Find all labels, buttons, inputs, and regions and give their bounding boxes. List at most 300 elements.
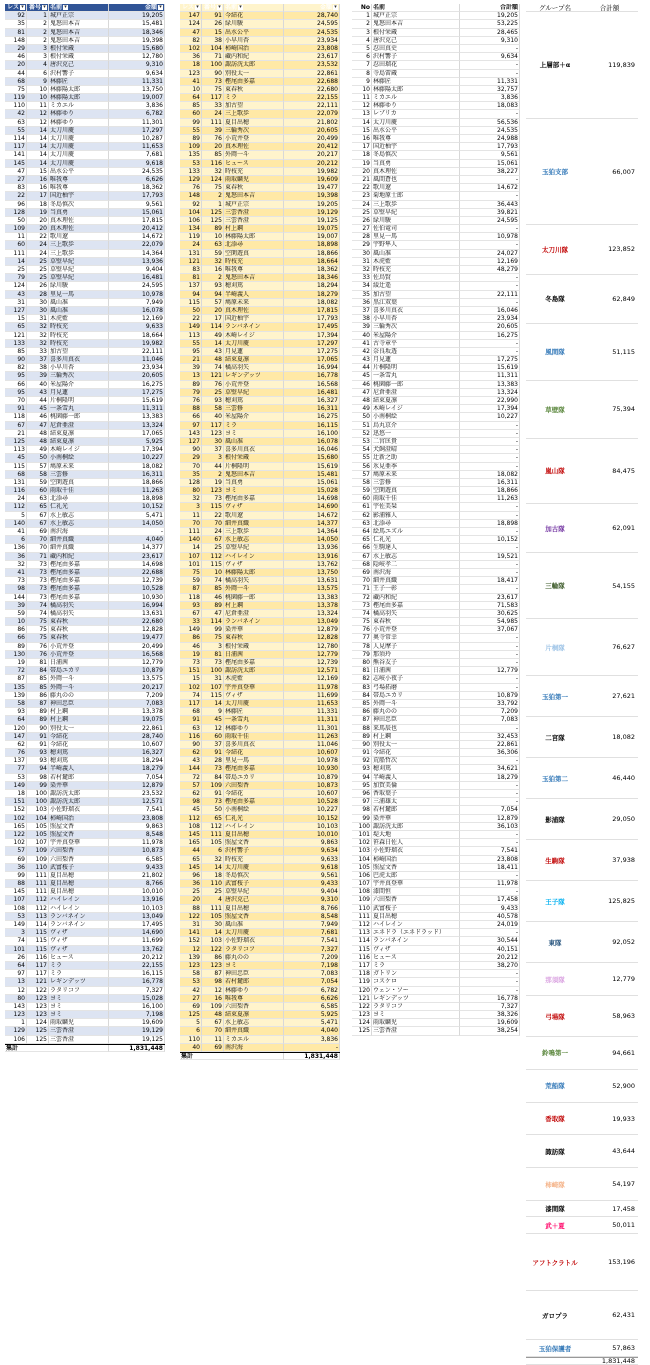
table-cell[interactable]: 11 xyxy=(180,512,202,520)
table-cell[interactable]: 51 xyxy=(352,422,372,430)
table-cell[interactable]: 57 xyxy=(180,782,202,790)
table-cell[interactable]: 加賀美倫 xyxy=(372,782,460,790)
table-cell[interactable]: 時枝充 xyxy=(224,856,284,864)
table-cell[interactable]: 16 xyxy=(352,135,372,143)
table-cell[interactable]: 149 xyxy=(180,626,202,634)
table-cell[interactable]: 水上敏志 xyxy=(224,1019,284,1027)
table-cell[interactable]: 91 xyxy=(5,405,27,413)
group-name[interactable]: 太刀川隊 xyxy=(542,245,568,254)
table-cell[interactable]: 20 xyxy=(27,217,49,225)
table-cell[interactable]: 20,605 xyxy=(460,323,520,331)
table-cell[interactable]: 18,346 xyxy=(284,274,340,282)
table-cell[interactable]: 75 xyxy=(202,184,224,192)
table-cell[interactable]: 88 xyxy=(180,405,202,413)
table-cell[interactable]: 106 xyxy=(180,217,202,225)
table-cell[interactable]: 太刀川慶 xyxy=(224,864,284,872)
table-cell[interactable]: 水上敏志 xyxy=(372,553,460,561)
table-cell[interactable]: 3,836 xyxy=(460,94,520,102)
column-header[interactable]: レス ▾ xyxy=(180,4,202,12)
group-name[interactable]: 二宮隊 xyxy=(545,733,565,742)
table-cell[interactable]: 橘高羽矢 xyxy=(49,602,109,610)
table-cell[interactable]: 柿崎国治 xyxy=(224,45,284,53)
table-cell[interactable]: 国近柚宇 xyxy=(49,192,109,200)
table-cell[interactable]: 巴虎太郎 xyxy=(372,872,460,880)
table-cell[interactable]: 空閑遊真 xyxy=(49,479,109,487)
table-cell[interactable]: 114 xyxy=(202,323,224,331)
table-cell[interactable]: 香取葉子 xyxy=(372,790,460,798)
table-cell[interactable]: 12 xyxy=(352,102,372,110)
table-cell[interactable]: ミカエル xyxy=(49,102,109,110)
table-cell[interactable]: 143 xyxy=(5,1003,27,1011)
table-cell[interactable]: 17 xyxy=(352,143,372,151)
filter-dropdown-icon[interactable]: ▾ xyxy=(239,4,242,10)
table-cell[interactable]: 24,595 xyxy=(109,282,165,290)
table-cell[interactable]: 32 xyxy=(5,561,27,569)
table-cell[interactable]: 69 xyxy=(180,1003,202,1011)
table-cell[interactable]: 98 xyxy=(202,978,224,986)
table-cell[interactable]: 98 xyxy=(352,806,372,814)
group-total[interactable]: 58,963 xyxy=(612,1012,635,1021)
table-cell[interactable]: 30 xyxy=(27,299,49,307)
table-cell[interactable]: 60 xyxy=(27,487,49,495)
table-cell[interactable]: 19,477 xyxy=(284,184,340,192)
table-cell[interactable]: 11,699 xyxy=(109,937,165,945)
table-cell[interactable]: 41 xyxy=(5,528,27,536)
group-name[interactable]: 三輪隊 xyxy=(545,582,565,591)
table-cell[interactable]: 19,129 xyxy=(284,209,340,217)
table-cell[interactable]: 林藤匠 xyxy=(224,708,284,716)
table-cell[interactable]: 6 xyxy=(27,70,49,78)
table-cell[interactable]: - xyxy=(109,528,165,536)
table-cell[interactable]: 109 xyxy=(202,1003,224,1011)
table-cell[interactable]: 124 xyxy=(352,1019,372,1027)
table-cell[interactable]: 太刀川慶 xyxy=(49,160,109,168)
table-cell[interactable]: 喜多川真衣 xyxy=(49,356,109,364)
table-cell[interactable]: 69 xyxy=(352,569,372,577)
table-cell[interactable]: 136 xyxy=(5,544,27,552)
table-cell[interactable]: 120 xyxy=(5,725,27,733)
table-cell[interactable]: 50 xyxy=(202,806,224,814)
table-cell[interactable]: 忍田瑠花 xyxy=(372,61,460,69)
table-cell[interactable]: 10,227 xyxy=(109,454,165,462)
table-cell[interactable]: 染井華 xyxy=(49,782,109,790)
table-cell[interactable]: 6,626 xyxy=(284,995,340,1003)
table-cell[interactable]: 22,111 xyxy=(460,291,520,299)
table-cell[interactable]: 115 xyxy=(27,946,49,954)
table-cell[interactable]: 小荒井登 xyxy=(49,651,109,659)
table-cell[interactable]: 緑川駿 xyxy=(372,217,460,225)
table-cell[interactable]: 16,327 xyxy=(284,397,340,405)
table-cell[interactable]: 85 xyxy=(352,700,372,708)
table-cell[interactable]: レギンデッツ xyxy=(49,978,109,986)
table-cell[interactable]: 寺島雷蔵 xyxy=(372,70,460,78)
table-cell[interactable]: 83 xyxy=(180,266,202,274)
table-cell[interactable]: 鬼怒田本吉 xyxy=(224,274,284,282)
table-cell[interactable]: ヨミ xyxy=(224,430,284,438)
table-cell[interactable]: 14,050 xyxy=(284,536,340,544)
table-cell[interactable]: 雨取千佳 xyxy=(49,487,109,495)
table-cell[interactable]: 93 xyxy=(27,757,49,765)
table-cell[interactable]: 37 xyxy=(202,741,224,749)
table-cell[interactable]: 121 xyxy=(27,978,49,986)
table-cell[interactable]: 100 xyxy=(202,61,224,69)
table-cell[interactable]: 鬼怒田本吉 xyxy=(224,471,284,479)
table-cell[interactable]: 13,324 xyxy=(284,610,340,618)
table-cell[interactable]: 114 xyxy=(27,921,49,929)
group-total[interactable]: 123,852 xyxy=(608,245,635,254)
table-cell[interactable]: 柿崎国治 xyxy=(372,856,460,864)
table-cell[interactable]: レギンデッツ xyxy=(224,372,284,380)
table-cell[interactable]: 5 xyxy=(180,1019,202,1027)
table-cell[interactable]: 9 xyxy=(352,78,372,86)
table-cell[interactable]: 今結花 xyxy=(224,12,284,20)
table-cell[interactable]: 19 xyxy=(352,160,372,168)
table-cell[interactable]: 22 xyxy=(352,184,372,192)
table-cell[interactable]: 古寺章平 xyxy=(372,340,460,348)
table-cell[interactable]: 9 xyxy=(202,708,224,716)
table-cell[interactable]: 140 xyxy=(180,536,202,544)
table-cell[interactable]: 32 xyxy=(202,258,224,266)
table-cell[interactable]: 穂刈篤 xyxy=(224,282,284,290)
table-cell[interactable]: 34 xyxy=(352,282,372,290)
table-cell[interactable]: 鳩原未来 xyxy=(224,299,284,307)
table-cell[interactable]: 16,100 xyxy=(109,1003,165,1011)
table-cell[interactable]: 94 xyxy=(202,291,224,299)
table-cell[interactable]: 57 xyxy=(202,299,224,307)
table-cell[interactable]: 7,209 xyxy=(460,708,520,716)
table-cell[interactable]: 99 xyxy=(5,872,27,880)
table-cell[interactable]: - xyxy=(460,643,520,651)
table-cell[interactable]: 三上歌歩 xyxy=(49,250,109,258)
table-cell[interactable]: 8,766 xyxy=(109,880,165,888)
table-cell[interactable]: 太刀川慶 xyxy=(372,119,460,127)
table-cell[interactable]: 109 xyxy=(5,225,27,233)
table-cell[interactable]: 忍田真史 xyxy=(372,45,460,53)
table-cell[interactable]: 22,111 xyxy=(284,102,340,110)
table-cell[interactable]: 9,310 xyxy=(109,61,165,69)
table-cell[interactable]: 18,294 xyxy=(284,282,340,290)
table-cell[interactable]: 29 xyxy=(180,454,202,462)
table-cell[interactable]: 29 xyxy=(352,241,372,249)
table-cell[interactable]: 64 xyxy=(5,962,27,970)
table-cell[interactable]: 林藤陽太郎 xyxy=(372,86,460,94)
table-cell[interactable]: 藤丸のの xyxy=(224,954,284,962)
table-cell[interactable]: 17,275 xyxy=(109,389,165,397)
table-cell[interactable]: 月見蓮 xyxy=(372,356,460,364)
table-cell[interactable]: 17 xyxy=(27,192,49,200)
table-cell[interactable]: 25 xyxy=(202,544,224,552)
table-cell[interactable]: 20 xyxy=(27,225,49,233)
table-cell[interactable]: - xyxy=(460,299,520,307)
table-cell[interactable]: 74 xyxy=(180,692,202,700)
table-cell[interactable]: 24 xyxy=(202,110,224,118)
table-cell[interactable]: 94 xyxy=(27,765,49,773)
table-cell[interactable]: 105 xyxy=(202,839,224,847)
table-cell[interactable]: 20,212 xyxy=(460,954,520,962)
table-cell[interactable]: 85 xyxy=(27,675,49,683)
table-cell[interactable]: 73 xyxy=(27,594,49,602)
table-cell[interactable]: 11,331 xyxy=(460,78,520,86)
table-cell[interactable]: 一条雪丸 xyxy=(49,405,109,413)
table-cell[interactable]: - xyxy=(460,110,520,118)
table-cell[interactable]: 雨取麟児 xyxy=(49,1019,109,1027)
table-cell[interactable]: 7,327 xyxy=(284,946,340,954)
table-cell[interactable]: 141 xyxy=(180,929,202,937)
table-cell[interactable]: 13,916 xyxy=(284,553,340,561)
table-cell[interactable]: 95 xyxy=(5,389,27,397)
table-cell[interactable]: 12,571 xyxy=(109,798,165,806)
table-cell[interactable]: 17,815 xyxy=(284,307,340,315)
table-cell[interactable]: 73 xyxy=(202,78,224,86)
table-cell[interactable]: 125 xyxy=(202,217,224,225)
table-cell[interactable]: 117 xyxy=(27,970,49,978)
table-cell[interactable]: 115 xyxy=(180,299,202,307)
table-cell[interactable]: 14,698 xyxy=(284,495,340,503)
table-cell[interactable]: 18,346 xyxy=(109,29,165,37)
table-cell[interactable]: 奥寺常幸 xyxy=(372,634,460,642)
table-cell[interactable]: 112 xyxy=(27,905,49,913)
table-cell[interactable]: 59 xyxy=(202,250,224,258)
table-cell[interactable]: 118 xyxy=(5,413,27,421)
table-cell[interactable]: 18 xyxy=(27,201,49,209)
table-cell[interactable]: 53,225 xyxy=(460,20,520,28)
group-total[interactable]: 51,115 xyxy=(612,347,635,356)
table-cell[interactable]: - xyxy=(460,839,520,847)
table-cell[interactable]: 11,263 xyxy=(284,733,340,741)
table-cell[interactable]: 小佐野瑠衣 xyxy=(224,937,284,945)
table-cell[interactable]: 真木理佐 xyxy=(224,143,284,151)
table-cell[interactable]: 125 xyxy=(5,438,27,446)
table-cell[interactable]: 41 xyxy=(5,569,27,577)
table-cell[interactable]: 林藤陽太郎 xyxy=(49,94,109,102)
table-cell[interactable]: 南沢海 xyxy=(372,569,460,577)
table-cell[interactable]: 林藤ゆり xyxy=(224,725,284,733)
table-cell[interactable]: 10 xyxy=(180,86,202,94)
table-cell[interactable]: 47 xyxy=(180,29,202,37)
table-cell[interactable]: 124 xyxy=(180,20,202,28)
table-cell[interactable]: 14 xyxy=(202,864,224,872)
table-cell[interactable]: 129 xyxy=(180,176,202,184)
table-cell[interactable]: 32,757 xyxy=(460,86,520,94)
table-cell[interactable]: 8 xyxy=(352,70,372,78)
table-cell[interactable]: 今結花 xyxy=(49,733,109,741)
table-cell[interactable]: 16,046 xyxy=(460,307,520,315)
table-cell[interactable]: 91 xyxy=(202,749,224,757)
table-cell[interactable]: 25 xyxy=(5,266,27,274)
table-cell[interactable]: 2 xyxy=(27,29,49,37)
table-cell[interactable]: 39 xyxy=(5,602,27,610)
table-cell[interactable]: 9,310 xyxy=(460,37,520,45)
table-cell[interactable]: 樫尾由多嘉 xyxy=(49,585,109,593)
table-cell[interactable]: 111 xyxy=(202,119,224,127)
table-cell[interactable]: 117 xyxy=(352,962,372,970)
table-cell[interactable]: 32 xyxy=(202,168,224,176)
group-name[interactable]: 玉狛第二 xyxy=(542,774,568,783)
group-total[interactable]: 52,900 xyxy=(612,1081,635,1090)
table-cell[interactable]: 3 xyxy=(202,643,224,651)
table-cell[interactable]: 119 xyxy=(5,94,27,102)
table-cell[interactable]: 15,028 xyxy=(109,995,165,1003)
table-cell[interactable]: 16,115 xyxy=(284,422,340,430)
group-name[interactable]: 鈴鳴第一 xyxy=(542,1049,568,1058)
table-cell[interactable]: 87 xyxy=(27,700,49,708)
table-cell[interactable]: 隠岐孝二 xyxy=(372,561,460,569)
table-cell[interactable]: 71,583 xyxy=(460,602,520,610)
table-cell[interactable]: 101 xyxy=(5,946,27,954)
table-cell[interactable]: 木崎レイジ xyxy=(224,332,284,340)
table-cell[interactable]: 9,310 xyxy=(284,896,340,904)
table-cell[interactable]: 9,561 xyxy=(284,872,340,880)
table-cell[interactable]: 116 xyxy=(202,160,224,168)
table-cell[interactable]: 真木理佐 xyxy=(49,217,109,225)
table-cell[interactable]: 33 xyxy=(180,618,202,626)
table-cell[interactable]: - xyxy=(460,61,520,69)
table-cell[interactable]: 17,495 xyxy=(109,921,165,929)
table-cell[interactable]: 16 xyxy=(27,184,49,192)
table-cell[interactable]: 67 xyxy=(202,536,224,544)
table-cell[interactable]: 那須玲 xyxy=(372,651,460,659)
group-total[interactable]: 75,394 xyxy=(612,405,635,414)
table-cell[interactable]: 10,152 xyxy=(109,503,165,511)
table-cell[interactable]: 15,481 xyxy=(284,471,340,479)
table-cell[interactable]: 9,618 xyxy=(284,864,340,872)
table-cell[interactable]: 14,364 xyxy=(284,528,340,536)
table-cell[interactable]: 75 xyxy=(27,618,49,626)
table-cell[interactable]: 23,617 xyxy=(460,594,520,602)
table-cell[interactable]: 水上敏志 xyxy=(224,536,284,544)
table-cell[interactable]: 96 xyxy=(352,790,372,798)
table-cell[interactable]: 18,082 xyxy=(284,299,340,307)
table-cell[interactable]: 86 xyxy=(27,692,49,700)
table-cell[interactable]: 46 xyxy=(27,413,49,421)
table-cell[interactable]: 22,688 xyxy=(109,569,165,577)
table-cell[interactable]: 105 xyxy=(27,831,49,839)
table-cell[interactable]: 111 xyxy=(27,872,49,880)
table-cell[interactable]: 86 xyxy=(5,626,27,634)
table-cell[interactable]: 半崎義人 xyxy=(224,291,284,299)
table-cell[interactable]: 三雲香澄 xyxy=(49,1036,109,1044)
table-cell[interactable]: 13,936 xyxy=(109,258,165,266)
group-total[interactable]: 84,475 xyxy=(612,466,635,475)
table-cell[interactable]: 22,155 xyxy=(109,962,165,970)
table-cell[interactable]: 69 xyxy=(5,856,27,864)
table-cell[interactable]: 諏訪洸太郎 xyxy=(224,667,284,675)
table-cell[interactable]: 47 xyxy=(352,389,372,397)
table-cell[interactable]: 73 xyxy=(27,561,49,569)
table-cell[interactable]: 81 xyxy=(180,274,202,282)
table-cell[interactable]: 穂刈篤 xyxy=(372,765,460,773)
table-cell[interactable]: 11,046 xyxy=(284,741,340,749)
table-cell[interactable]: 89 xyxy=(180,135,202,143)
table-cell[interactable]: 米屋陽介 xyxy=(224,413,284,421)
table-cell[interactable]: - xyxy=(460,782,520,790)
table-cell[interactable]: 小荒井登 xyxy=(224,381,284,389)
table-cell[interactable]: 15,619 xyxy=(109,397,165,405)
table-cell[interactable]: 4,040 xyxy=(109,536,165,544)
table-cell[interactable]: 18,417 xyxy=(460,577,520,585)
table-cell[interactable]: 根付栄蔵 xyxy=(49,53,109,61)
table-cell[interactable]: - xyxy=(460,528,520,536)
group-name[interactable]: 荒船隊 xyxy=(545,1082,565,1091)
table-cell[interactable]: 10,930 xyxy=(109,594,165,602)
group-name[interactable]: 漆間隊 xyxy=(545,1205,565,1214)
table-cell[interactable]: 19,477 xyxy=(109,634,165,642)
table-cell[interactable]: 18,083 xyxy=(460,102,520,110)
table-cell[interactable]: 19,609 xyxy=(284,176,340,184)
table-cell[interactable]: 113 xyxy=(180,332,202,340)
table-cell[interactable]: 63 xyxy=(202,241,224,249)
table-cell[interactable]: 14,377 xyxy=(284,520,340,528)
table-cell[interactable]: 荒船哲次 xyxy=(372,757,460,765)
table-cell[interactable]: ミラ xyxy=(49,962,109,970)
table-cell[interactable]: 11,331 xyxy=(284,708,340,716)
table-cell[interactable]: 9,634 xyxy=(109,70,165,78)
table-cell[interactable]: 7,949 xyxy=(109,299,165,307)
table-cell[interactable]: 3 xyxy=(5,929,27,937)
group-name[interactable]: 影浦隊 xyxy=(545,815,565,824)
table-cell[interactable]: 17,297 xyxy=(109,127,165,135)
filter-dropdown-icon[interactable]: ▾ xyxy=(196,4,199,10)
table-cell[interactable]: 17,297 xyxy=(284,340,340,348)
table-cell[interactable]: 109 xyxy=(27,847,49,855)
table-cell[interactable]: 9,433 xyxy=(460,905,520,913)
table-cell[interactable]: 冬島慎次 xyxy=(49,201,109,209)
table-cell[interactable]: - xyxy=(460,430,520,438)
table-cell[interactable]: 3 xyxy=(27,53,49,61)
table-cell[interactable]: 39,821 xyxy=(460,209,520,217)
table-cell[interactable]: 12,169 xyxy=(109,315,165,323)
table-cell[interactable]: 1 xyxy=(5,1019,27,1027)
table-cell[interactable]: 75 xyxy=(5,86,27,94)
table-cell[interactable]: 15,061 xyxy=(109,209,165,217)
table-cell[interactable]: 六田梨香 xyxy=(224,1003,284,1011)
table-cell[interactable]: 三雲香澄 xyxy=(224,217,284,225)
table-cell[interactable]: 58 xyxy=(180,970,202,978)
table-cell[interactable]: 南沢海 xyxy=(49,528,109,536)
table-cell[interactable]: 唐沢克己 xyxy=(372,37,460,45)
table-cell[interactable]: 95 xyxy=(180,348,202,356)
table-cell[interactable]: 75 xyxy=(180,569,202,577)
table-cell[interactable]: 7,083 xyxy=(460,716,520,724)
table-cell[interactable]: 108 xyxy=(352,888,372,896)
table-cell[interactable]: 83 xyxy=(352,684,372,692)
table-cell[interactable]: 123 xyxy=(5,1011,27,1019)
table-cell[interactable]: 時枝充 xyxy=(224,258,284,266)
table-cell[interactable]: 123 xyxy=(202,430,224,438)
table-cell[interactable]: 19,205 xyxy=(109,12,165,20)
table-cell[interactable]: 10,607 xyxy=(109,741,165,749)
table-cell[interactable]: ミカエル xyxy=(372,94,460,102)
table-cell[interactable]: 13,378 xyxy=(284,602,340,610)
filter-dropdown-icon[interactable]: ▾ xyxy=(21,4,24,10)
table-cell[interactable]: 81 xyxy=(27,659,49,667)
table-cell[interactable]: 2 xyxy=(27,20,49,28)
table-cell[interactable]: 112 xyxy=(202,553,224,561)
table-cell[interactable]: 100 xyxy=(202,667,224,675)
table-cell[interactable]: 20,499 xyxy=(284,135,340,143)
table-cell[interactable]: 91 xyxy=(202,12,224,20)
table-cell[interactable]: 55 xyxy=(180,340,202,348)
table-cell[interactable]: 風山准 xyxy=(224,438,284,446)
table-cell[interactable]: 14,364 xyxy=(109,250,165,258)
table-cell[interactable]: 半崎義人 xyxy=(372,774,460,782)
table-cell[interactable]: 24 xyxy=(27,241,49,249)
table-cell[interactable]: 107 xyxy=(27,839,49,847)
table-cell[interactable]: 81 xyxy=(5,29,27,37)
table-cell[interactable]: 131 xyxy=(5,479,27,487)
table-cell[interactable]: 63 xyxy=(352,520,372,528)
table-cell[interactable]: 45 xyxy=(27,405,49,413)
